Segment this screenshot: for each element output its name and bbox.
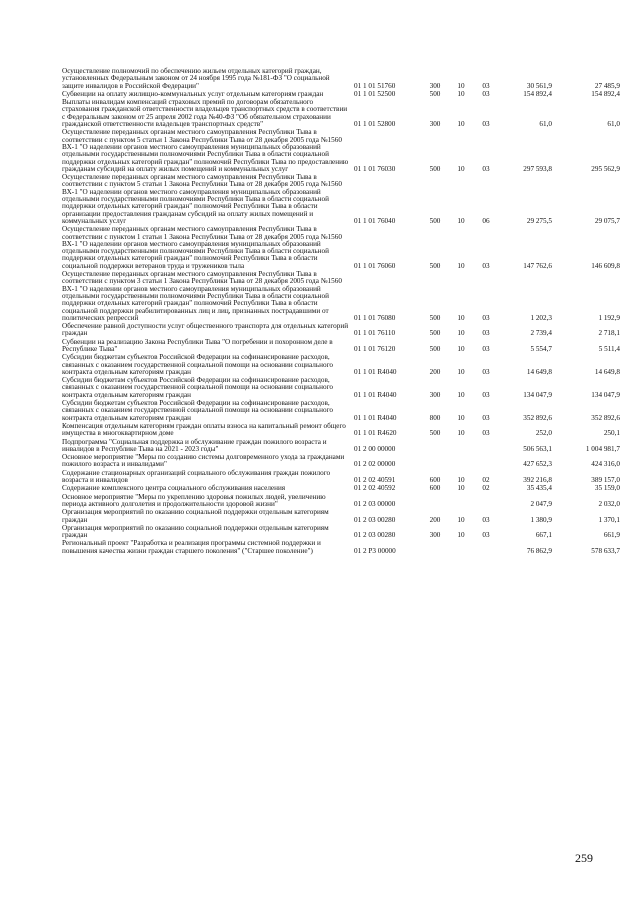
row-name: Субсидии бюджетам субъектов Российской Федерации на софинансирование расходов, связанных с оказанием государственной социальной помощи на основании социального контракта отдельным категориям граждан bbox=[62, 376, 333, 399]
row-value-1: 506 563,1 bbox=[523, 444, 552, 453]
row-name: Осуществление полномочий по обеспечению жильем отдельных категорий граждан, установленных Федеральным законом от 24 ноября 1995 года №181-ФЗ "О социальной защите инвалидов в Российской Федерации" bbox=[62, 67, 330, 90]
row-subsection: 03 bbox=[482, 531, 490, 540]
row-section: 10 bbox=[457, 81, 465, 90]
row-name: Субвенции на реализацию Закона Республики Тыва "О погребении и похоронном деле в Республике Тыва" bbox=[62, 337, 333, 353]
row-expense-type: 500 bbox=[429, 344, 441, 353]
row-expense-type: 300 bbox=[429, 531, 441, 540]
row-subsection: 03 bbox=[482, 120, 490, 129]
row-value-2: 424 316,0 bbox=[591, 460, 620, 469]
row-target-code: 01 1 01 52500 bbox=[354, 89, 396, 98]
row-value-1: 2 739,4 bbox=[530, 329, 552, 338]
row-target-code: 01 1 01 51760 bbox=[354, 81, 396, 90]
row-section: 10 bbox=[457, 367, 465, 376]
row-section: 10 bbox=[457, 329, 465, 338]
row-name: Основное мероприятие "Меры по укреплению здоровья пожилых людей, увеличению периода активного долголетия и продолжительности здоровой жизни" bbox=[62, 492, 326, 508]
row-target-code: 01 1 01 R4040 bbox=[354, 367, 397, 376]
table-row bbox=[62, 525, 620, 541]
row-expense-type: 800 bbox=[429, 413, 441, 422]
row-section: 10 bbox=[457, 413, 465, 422]
row-name: Компенсация отдельным категориям граждан оплаты взноса на капитальный ремонт общего имущества в многоквартирном доме bbox=[62, 421, 346, 438]
row-expense-type: 500 bbox=[429, 164, 441, 173]
row-section: 10 bbox=[457, 344, 465, 353]
row-subsection: 03 bbox=[482, 89, 490, 98]
row-value-1: 427 652,3 bbox=[523, 460, 552, 469]
table-row bbox=[62, 226, 620, 271]
row-value-1: 352 892,6 bbox=[523, 413, 552, 422]
row-subsection: 03 bbox=[482, 81, 490, 90]
table-row bbox=[62, 470, 620, 486]
row-value-2: 35 159,0 bbox=[594, 484, 620, 493]
row-target-code: 01 2 02 40592 bbox=[354, 484, 396, 493]
row-section: 10 bbox=[457, 313, 465, 322]
row-value-2: 578 633,7 bbox=[591, 546, 620, 555]
row-value-2: 2 718,1 bbox=[598, 329, 620, 338]
row-target-code: 01 1 01 52800 bbox=[354, 120, 396, 129]
row-value-1: 667,1 bbox=[535, 531, 552, 540]
row-expense-type: 300 bbox=[429, 120, 441, 129]
row-expense-type: 200 bbox=[429, 515, 441, 524]
row-name: Организация мероприятий по оказанию социальной поддержки отдельным категориям граждан bbox=[62, 508, 329, 524]
row-target-code: 01 2 02 40591 bbox=[354, 476, 396, 485]
row-value-1: 1 380,9 bbox=[530, 515, 552, 524]
table-row bbox=[62, 377, 620, 400]
row-subsection: 06 bbox=[482, 216, 490, 225]
row-value-1: 29 275,5 bbox=[526, 216, 552, 225]
row-expense-type: 500 bbox=[429, 216, 441, 225]
row-name: Субсидии бюджетам субъектов Российской Федерации на софинансирование расходов, связанных с оказанием государственной социальной помощи на основании социального контракта отдельным категориям граждан bbox=[62, 353, 333, 376]
row-value-1: 14 649,8 bbox=[526, 367, 552, 376]
row-expense-type: 500 bbox=[429, 329, 441, 338]
row-value-2: 27 485,9 bbox=[594, 81, 620, 90]
row-section: 10 bbox=[457, 390, 465, 399]
row-expense-type bbox=[422, 454, 448, 470]
row-subsection: 03 bbox=[482, 329, 490, 338]
row-expense-type: 300 bbox=[429, 81, 441, 90]
table-row bbox=[62, 174, 620, 226]
row-target-code: 01 1 01 R4040 bbox=[354, 413, 397, 422]
row-value-2: 5 511,4 bbox=[598, 344, 620, 353]
row-section: 10 bbox=[457, 515, 465, 524]
row-value-2: 14 649,8 bbox=[594, 367, 620, 376]
row-section: 10 bbox=[457, 476, 465, 485]
row-subsection bbox=[474, 454, 498, 470]
row-value-1: 61,0 bbox=[539, 120, 552, 129]
budget-table-body bbox=[62, 68, 620, 556]
row-value-2: 389 157,0 bbox=[591, 476, 620, 485]
row-subsection: 03 bbox=[482, 164, 490, 173]
row-section bbox=[448, 439, 474, 455]
row-value-2: 1 192,9 bbox=[598, 313, 620, 322]
table-row bbox=[62, 494, 620, 510]
table-row bbox=[62, 354, 620, 377]
row-subsection: 03 bbox=[482, 344, 490, 353]
row-name: Субвенции на оплату жилищно-коммунальных услуг отдельным категориям граждан bbox=[62, 89, 324, 98]
row-value-2: 352 892,6 bbox=[591, 413, 620, 422]
row-value-2: 661,9 bbox=[603, 531, 620, 540]
table-row bbox=[62, 68, 620, 91]
budget-table bbox=[62, 68, 620, 556]
row-subsection: 03 bbox=[482, 390, 490, 399]
row-target-code: 01 1 01 R4620 bbox=[354, 429, 397, 438]
row-expense-type: 300 bbox=[429, 390, 441, 399]
row-name: Выплаты инвалидам компенсаций страховых премий по договорам обязательного страхования гражданской ответственности владельцев транспортных средств в соответствии с Федеральным законом от 25 апреля 2002 года №40-ФЗ "Об обязательном страховании гражданской ответственности владельцев транспортных средств" bbox=[62, 98, 348, 129]
row-target-code: 01 1 01 76120 bbox=[354, 344, 396, 353]
row-subsection bbox=[474, 540, 498, 556]
row-section bbox=[448, 540, 474, 556]
row-name: Основное мероприятие "Меры по созданию системы долговременного ухода за гражданами пожилого возраста и инвалидами" bbox=[62, 453, 345, 469]
table-row bbox=[62, 439, 620, 455]
row-subsection bbox=[474, 439, 498, 455]
table-row bbox=[62, 400, 620, 423]
row-target-code: 01 1 01 76080 bbox=[354, 313, 396, 322]
row-target-code: 01 1 01 76040 bbox=[354, 216, 396, 225]
row-target-code: 01 1 01 76030 bbox=[354, 164, 396, 173]
row-name: Содержание стационарных организаций социального обслуживания граждан пожилого возраста и инвалидов bbox=[62, 468, 331, 485]
row-subsection: 02 bbox=[482, 476, 490, 485]
row-target-code: 01 1 01 R4040 bbox=[354, 390, 397, 399]
row-expense-type: 500 bbox=[429, 89, 441, 98]
row-section: 10 bbox=[457, 429, 465, 438]
row-expense-type: 200 bbox=[429, 367, 441, 376]
table-row bbox=[62, 323, 620, 339]
row-target-code: 01 2 03 00000 bbox=[354, 499, 396, 508]
row-section: 10 bbox=[457, 261, 465, 270]
row-subsection: 03 bbox=[482, 261, 490, 270]
row-value-2: 295 562,9 bbox=[591, 164, 620, 173]
table-row bbox=[62, 129, 620, 174]
row-subsection: 03 bbox=[482, 367, 490, 376]
table-row bbox=[62, 454, 620, 470]
page-number: 259 bbox=[575, 851, 593, 865]
row-value-1: 2 047,9 bbox=[530, 499, 552, 508]
row-value-1: 76 862,9 bbox=[526, 546, 552, 555]
row-section: 10 bbox=[457, 120, 465, 129]
row-section: 10 bbox=[457, 89, 465, 98]
row-target-code: 01 2 P3 00000 bbox=[354, 546, 396, 555]
row-value-1: 134 047,9 bbox=[523, 390, 552, 399]
row-expense-type bbox=[422, 540, 448, 556]
row-expense-type: 500 bbox=[429, 261, 441, 270]
row-expense-type: 600 bbox=[429, 476, 441, 485]
row-subsection bbox=[474, 494, 498, 510]
row-value-1: 392 216,8 bbox=[523, 476, 552, 485]
table-row bbox=[62, 509, 620, 525]
row-value-1: 30 561,9 bbox=[526, 81, 552, 90]
row-section: 10 bbox=[457, 531, 465, 540]
row-subsection: 03 bbox=[482, 413, 490, 422]
row-value-1: 252,0 bbox=[535, 429, 552, 438]
row-section bbox=[448, 454, 474, 470]
row-subsection: 03 bbox=[482, 515, 490, 524]
row-target-code: 01 2 00 00000 bbox=[354, 444, 396, 453]
row-value-2: 134 047,9 bbox=[591, 390, 620, 399]
row-name: Осуществление переданных органам местного самоуправления Республики Тыва в соответствии с пунктом 5 статьи 1 Закона Республики Тыва от 28 декабря 2005 года №1560 ВХ-1 "О наделении органов местного самоуправления муниципальных образований отдельными государственными полномочиями Республики Тыва в области социальной поддержки отдельных категорий граждан" полномочий Республики Тыва в области организации предоставления гражданам субсидий на оплату жилых помещений и коммунальных услуг bbox=[62, 173, 342, 225]
row-value-1: 154 892,4 bbox=[523, 89, 552, 98]
row-section: 10 bbox=[457, 216, 465, 225]
row-value-2: 250,1 bbox=[603, 429, 620, 438]
row-expense-type: 600 bbox=[429, 484, 441, 493]
table-row bbox=[62, 540, 620, 556]
row-subsection: 03 bbox=[482, 313, 490, 322]
row-name: Организация мероприятий по оказанию социальной поддержки отдельным категориям граждан bbox=[62, 523, 329, 540]
row-value-2: 61,0 bbox=[607, 120, 620, 129]
row-name: Обеспечение равной доступности услуг общественного транспорта для отдельных категорий граждан bbox=[62, 322, 349, 338]
row-subsection: 02 bbox=[482, 484, 490, 493]
row-expense-type: 500 bbox=[429, 429, 441, 438]
row-name: Осуществление переданных органам местного самоуправления Республики Тыва в соответствии с пунктом 5 статьи 1 Закона Республики Тыва от 28 декабря 2005 года №1560 ВХ-1 "О наделении органов местного самоуправления муниципальных образований отдельными государственными полномочиями Республики Тыва в области социальной поддержки отдельных категорий граждан" полномочий Республики Тыва по предоставлению гражданам субсидий на оплату жилых помещений и коммунальных услуг bbox=[62, 128, 349, 173]
row-target-code: 01 2 03 00280 bbox=[354, 531, 396, 540]
row-value-1: 297 593,8 bbox=[523, 164, 552, 173]
row-subsection: 03 bbox=[482, 429, 490, 438]
row-expense-type: 500 bbox=[429, 313, 441, 322]
table-row bbox=[62, 339, 620, 355]
row-target-code: 01 2 03 00280 bbox=[354, 515, 396, 524]
row-target-code: 01 1 01 76060 bbox=[354, 261, 396, 270]
row-target-code: 01 1 01 76110 bbox=[354, 329, 396, 338]
row-value-1: 35 435,4 bbox=[526, 484, 552, 493]
row-name: Осуществление переданных органам местного самоуправления Республики Тыва в соответствии с пунктом 3 статьи 1 Закона Республики Тыва от 28 декабря 2005 года №1560 ВХ-1 "О наделении органов местного самоуправления муниципальных образований отдельными государственными полномочиями Республики Тыва в области социальной поддержки отдельных категорий граждан" полномочий Республики Тыва в области социальной поддержки реабилитированных лиц и лиц, признанных пострадавшими от политических репрессий bbox=[62, 270, 342, 322]
row-target-code: 01 2 02 00000 bbox=[354, 460, 396, 469]
row-value-2: 29 075,7 bbox=[594, 216, 620, 225]
row-value-2: 1 370,1 bbox=[598, 515, 620, 524]
row-expense-type bbox=[422, 439, 448, 455]
row-name: Содержание комплексного центра социального обслуживания населения bbox=[62, 484, 286, 493]
row-value-1: 147 762,6 bbox=[523, 261, 552, 270]
row-section: 10 bbox=[457, 164, 465, 173]
row-name: Региональный проект "Разработка и реализация программы системной поддержки и повышения качества жизни граждан старшего поколения" ("Старшее поколение") bbox=[62, 539, 321, 555]
row-name: Субсидии бюджетам субъектов Российской Федерации на софинансирование расходов, связанных с оказанием государственной социальной помощи на основании социального контракта отдельным категориям граждан bbox=[62, 399, 333, 422]
row-value-1: 1 202,3 bbox=[530, 313, 552, 322]
table-row bbox=[62, 99, 620, 129]
table-row bbox=[62, 271, 620, 323]
row-name: Подпрограмма "Социальная поддержка и обслуживание граждан пожилого возраста и инвалидов в Республике Тыва на 2021 - 2023 годы" bbox=[62, 437, 327, 453]
row-value-2: 2 032,0 bbox=[598, 499, 620, 508]
row-expense-type bbox=[422, 494, 448, 510]
row-section: 10 bbox=[457, 484, 465, 493]
row-value-2: 146 609,8 bbox=[591, 261, 620, 270]
row-value-2: 154 892,4 bbox=[591, 89, 620, 98]
table-row bbox=[62, 423, 620, 439]
row-value-2: 1 004 981,7 bbox=[585, 444, 620, 453]
row-name: Осуществление переданных органам местного самоуправления Республики Тыва в соответствии с пунктом 1 статьи 1 Закона Республики Тыва от 28 декабря 2005 года №1560 ВХ-1 "О наделении органов местного самоуправления муниципальных образований отдельными государственными полномочиями Республики Тыва в области социальной поддержки отдельных категорий граждан" полномочий Республики Тыва в области социальной поддержки ветеранов труда и тружеников тыла bbox=[62, 225, 342, 270]
row-value-1: 5 554,7 bbox=[530, 344, 552, 353]
row-section bbox=[448, 494, 474, 510]
